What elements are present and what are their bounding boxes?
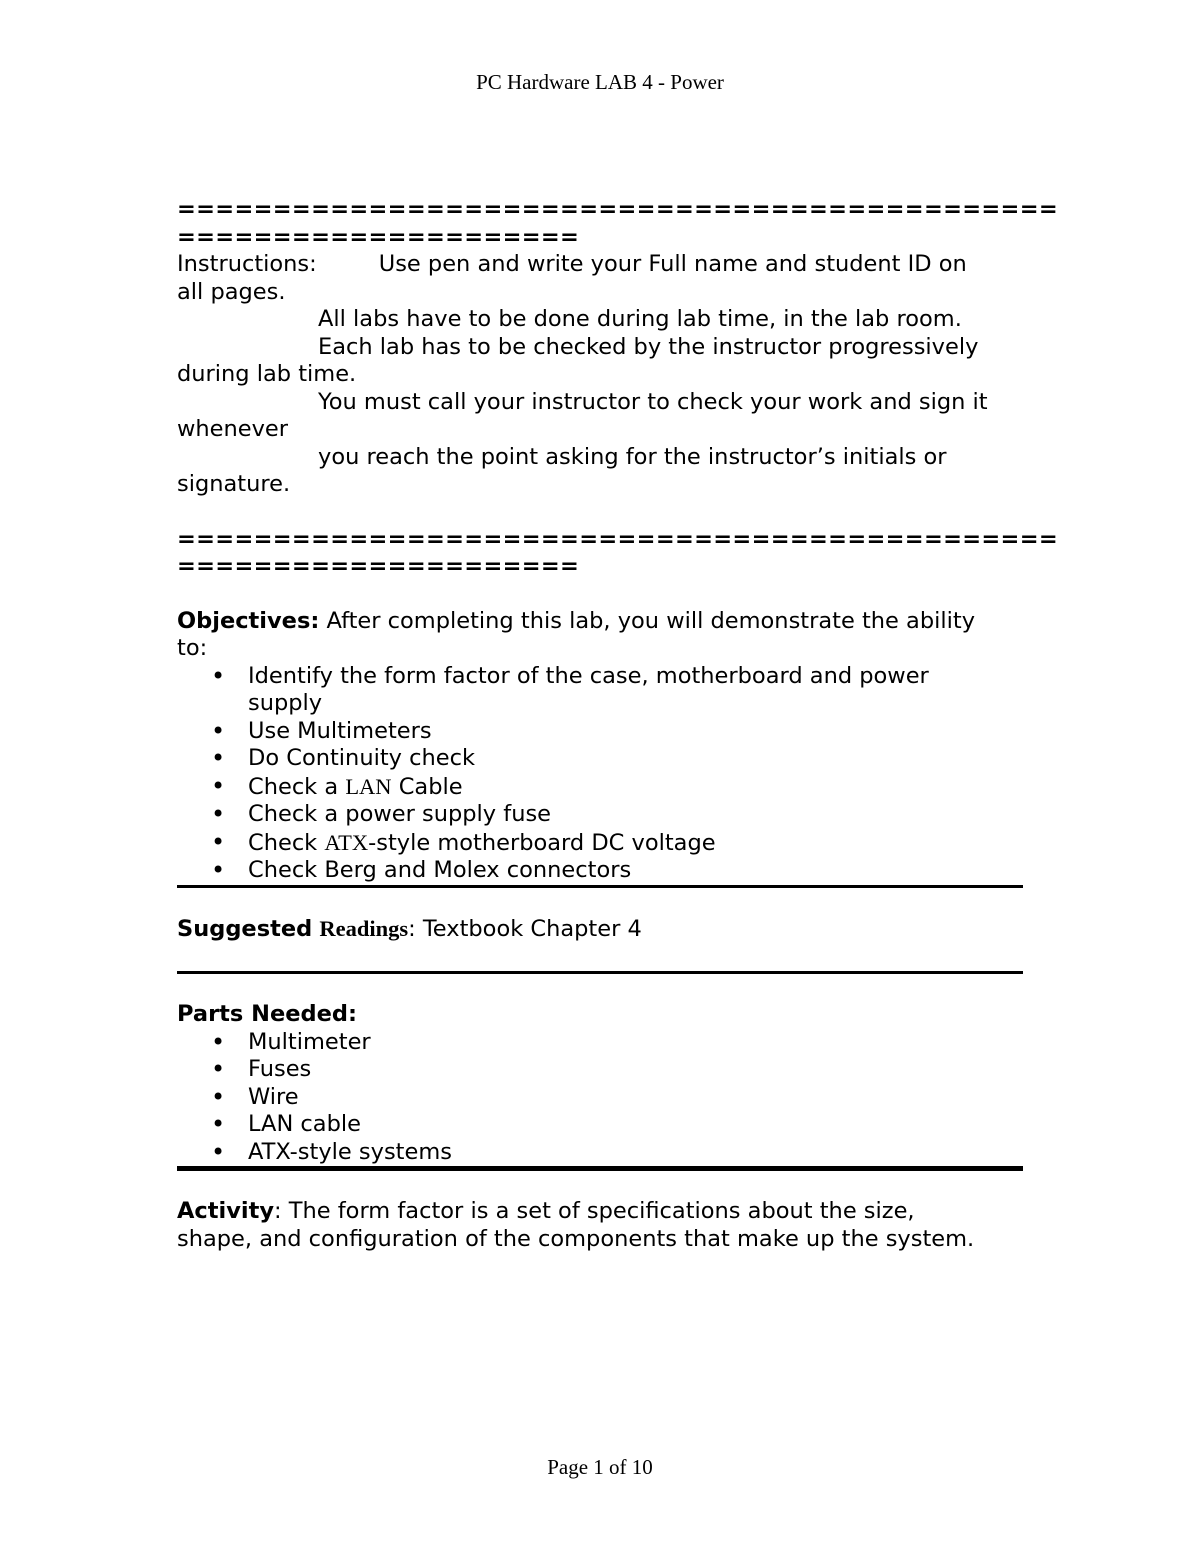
instructions-line: signature. [177, 471, 291, 497]
page-header: PC Hardware LAB 4 - Power [476, 70, 724, 94]
readings-label: Readings [319, 915, 409, 941]
parts-heading: Parts Needed: [177, 1001, 357, 1027]
instructions-text: Use pen and write your Full name and student ID on [378, 251, 967, 277]
separator-line: ===================== [177, 553, 580, 579]
objectives-intro [177, 608, 1027, 636]
objective-item: • Check a power supply fuse [177, 801, 1027, 829]
separator-line: ===================== [177, 223, 580, 250]
instructions-line: All labs have to be done during lab time, in the lab room. [318, 306, 962, 332]
part-item: • Wire [177, 1084, 1027, 1112]
suggested-readings [177, 915, 1027, 944]
parts-list [177, 1029, 1027, 1167]
instructions-line: you reach the point asking for the instructor’s initials or [318, 443, 947, 470]
objective-item: • Check Berg and Molex connectors [177, 857, 1027, 885]
instructions-line [177, 251, 1027, 279]
activity-text: : The form factor is a set of specifications about the size, [274, 1198, 915, 1224]
objectives-intro-cont: to: [177, 635, 208, 661]
part-item: • Multimeter [177, 1029, 1027, 1057]
instructions-label: Instructions: [177, 251, 317, 277]
part-item: • Fuses [177, 1056, 1027, 1084]
part-item: • LAN cable [177, 1111, 1027, 1139]
instructions-line: whenever [177, 416, 289, 442]
instructions-line: all pages. [177, 278, 286, 305]
objective-item: • Check ATX-style motherboard DC voltage [177, 829, 1027, 858]
instructions-line: during lab time. [177, 361, 357, 387]
activity-label: Activity [177, 1198, 275, 1224]
separator-line: ============================================== [177, 525, 1059, 552]
page-footer: Page 1 of 10 [547, 1455, 653, 1479]
objective-item: • Do Continuity check [177, 745, 1027, 773]
suggested-text: : Textbook Chapter 4 [408, 915, 642, 942]
page-content [177, 196, 1059, 1253]
objectives-list [177, 663, 1027, 885]
activity-line [177, 1198, 1027, 1226]
activity-line: shape, and configuration of the components that make up the system. [177, 1225, 975, 1252]
objective-item: • Use Multimeters [177, 718, 1027, 746]
part-item: • ATX-style systems [177, 1139, 1027, 1167]
objectives-label: Objectives: [177, 607, 320, 634]
instructions-line: You must call your instructor to check your work and sign it [318, 388, 988, 415]
objective-item: • Check a LAN Cable [177, 773, 1027, 802]
suggested-label: Suggested [177, 915, 313, 942]
objectives-text: After completing this lab, you will demonstrate the ability [326, 607, 976, 634]
instructions-line: Each lab has to be checked by the instructor progressively [318, 333, 979, 360]
objective-item: • Identify the form factor of the case, motherboard and power supply [177, 663, 1027, 718]
separator-line: ============================================== [177, 196, 1059, 222]
